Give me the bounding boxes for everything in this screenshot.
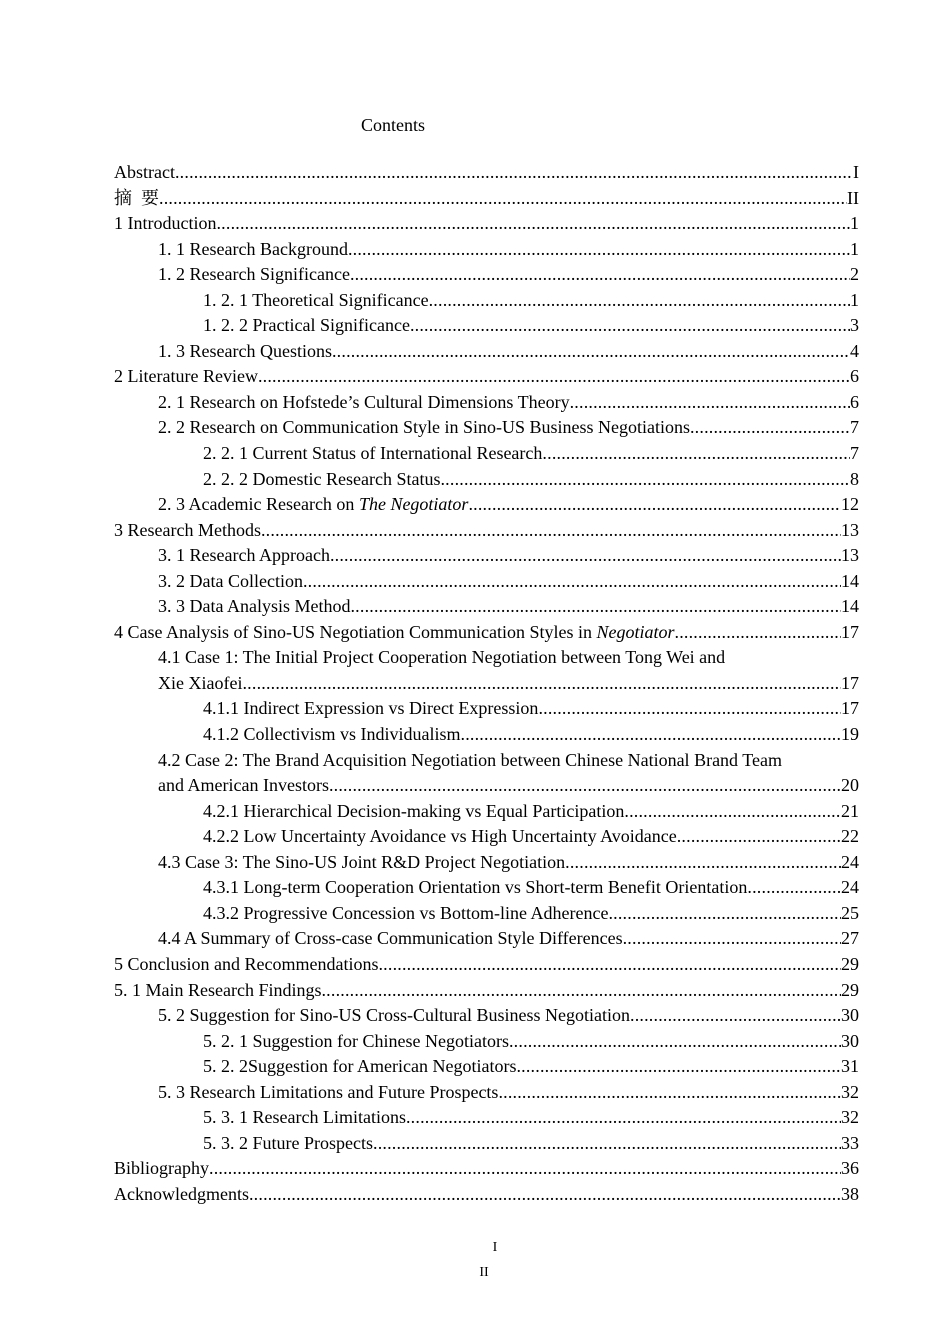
toc-entry[interactable] [114,696,859,722]
dot-leader [350,594,841,620]
toc-entry-title: 2. 2. 1 Current Status of International Research [203,443,543,464]
toc-entry-title: 4 Case Analysis of Sino-US Negotiation Communication Styles in Negotiator [114,621,675,642]
toc-entry-page: 1 [850,238,859,259]
toc-entry-title: 1 Introduction [114,213,217,234]
dot-leader [690,415,850,441]
toc-entry[interactable] [114,875,859,901]
toc-entry-title: 3. 3 Data Analysis Method [158,596,351,617]
toc-entry[interactable] [114,364,859,390]
dot-leader [348,237,850,263]
toc-entry-title: 2 Literature Review [114,366,258,387]
toc-entry[interactable] [114,288,859,314]
toc-entry-title: 4.4 A Summary of Cross-case Communication Style Differences [158,928,623,949]
dot-leader [330,543,841,569]
toc-entry-page: 33 [841,1132,859,1153]
toc-entry[interactable] [114,262,859,288]
dot-leader [429,288,850,314]
dot-leader [516,1054,841,1080]
toc-entry-page: 2 [850,264,859,285]
toc-entry-page: 3 [850,315,859,336]
toc-entry-page: 4 [850,340,859,361]
toc-entry-page: 13 [841,545,859,566]
dot-leader [509,1029,841,1055]
toc-entry[interactable] [114,518,859,544]
toc-entry[interactable] [114,390,859,416]
toc-entry-page: 1 [850,289,859,310]
dot-leader [350,262,850,288]
toc-entry-page: 30 [841,1005,859,1026]
toc-entry-title: 5. 1 Main Research Findings [114,979,322,1000]
toc-entry[interactable] [114,620,859,646]
toc-entry-title: 5. 3. 2 Future Prospects [203,1132,373,1153]
toc-entry-page: 17 [841,698,859,719]
toc-entry-page: 8 [850,468,859,489]
toc-entry-title: 5. 3. 1 Research Limitations [203,1107,406,1128]
toc-entry-title: 1. 2. 1 Theoretical Significance [203,289,429,310]
dot-leader [258,364,850,390]
toc-entry-title: 4.1.1 Indirect Expression vs Direct Expression [203,698,539,719]
toc-entry-title: 3. 1 Research Approach [158,545,330,566]
toc-entry-title: 1. 1 Research Background [158,238,348,259]
toc-entry[interactable] [114,901,859,927]
toc-entry-page: 30 [841,1030,859,1051]
toc-entry[interactable] [114,773,859,799]
toc-entry[interactable] [114,594,859,620]
toc-entry[interactable] [114,339,859,365]
toc-entry[interactable] [114,952,859,978]
toc-entry-title: Bibliography [114,1158,209,1179]
dot-leader [373,1131,841,1157]
toc-entry[interactable] [114,569,859,595]
toc-entry-title: 5 Conclusion and Recommendations [114,953,379,974]
toc-entry-title: 4.3.1 Long-term Cooperation Orientation vs Short-term Benefit Orientation [203,877,748,898]
toc-entry-title: 5. 2. 2Suggestion for American Negotiators [203,1056,517,1077]
toc-entry-title: 2. 2. 2 Domestic Research Status [203,468,441,489]
toc-entry-title: 4.3 Case 3: The Sino-US Joint R&D Project Negotiation [158,851,566,872]
dot-leader [216,211,850,237]
dot-leader [249,1182,841,1208]
toc-entry-page: 1 [850,213,859,234]
toc-entry-title-line[interactable]: 4.2 Case 2: The Brand Acquisition Negotiation between Chinese National Brand Team [158,749,782,770]
toc-entry-page: 17 [841,672,859,693]
toc-entry-title: Xie Xiaofei [158,672,243,693]
dot-leader [209,1156,841,1182]
toc-entry[interactable] [114,1105,859,1131]
toc-entry[interactable] [114,824,859,850]
dot-leader [675,620,842,646]
toc-entry-title: 5. 3 Research Limitations and Future Prospects [158,1081,499,1102]
toc-entry-title-line[interactable]: 4.1 Case 1: The Initial Project Cooperation Negotiation between Tong Wei and [158,647,726,668]
toc-entry[interactable] [114,211,859,237]
toc-entry[interactable] [114,1156,859,1182]
toc-entry-page: II [847,187,859,208]
toc-entry-page: 19 [841,724,859,745]
toc-entry-italic-title: Negotiator [596,621,675,642]
toc-entry-title: 摘 要 [114,187,159,208]
dot-leader [677,824,841,850]
dot-leader [329,773,841,799]
toc-entry-page: 7 [850,417,859,438]
table-of-contents [114,160,859,1207]
toc-entry-title: 2. 2 Research on Communication Style in Sino-US Business Negotiations [158,417,690,438]
dot-leader [321,978,841,1004]
toc-entry-title: 5. 2. 1 Suggestion for Chinese Negotiators [203,1030,509,1051]
toc-entry[interactable] [114,671,859,697]
toc-entry-page: 27 [841,928,859,949]
toc-entry[interactable] [114,313,859,339]
dot-leader [608,901,841,927]
dot-leader [565,850,841,876]
toc-entry[interactable] [114,237,859,263]
toc-entry-page: 21 [841,800,859,821]
toc-entry-page: 6 [850,366,859,387]
toc-entry-page: 20 [841,775,859,796]
toc-entry[interactable] [114,441,859,467]
dot-leader [630,1003,841,1029]
dot-leader [242,671,841,697]
toc-entry-title: 4.1.2 Collectivism vs Individualism [203,724,461,745]
toc-entry-page: 25 [841,902,859,923]
toc-entry-title: 4.2.1 Hierarchical Decision-making vs Equal Participation [203,800,625,821]
page-number: I [492,1240,498,1255]
toc-entry-title: 1. 2 Research Significance [158,264,350,285]
dot-leader [570,390,850,416]
page-number-secondary: II [479,1265,489,1280]
toc-entry-title: 3. 2 Data Collection [158,570,303,591]
toc-entry[interactable] [114,467,859,493]
dot-leader [406,1105,841,1131]
toc-entry-page: 17 [841,621,859,642]
toc-entry-title: Acknowledgments [114,1183,249,1204]
dot-leader [461,722,842,748]
toc-entry-page: 7 [850,443,859,464]
dot-leader [303,569,841,595]
toc-entry[interactable] [114,799,859,825]
toc-entry-page: 14 [841,570,859,591]
toc-entry-page: 12 [841,494,859,515]
toc-entry-title: 3 Research Methods [114,519,261,540]
dot-leader [410,313,850,339]
toc-entry[interactable] [114,1003,859,1029]
toc-entry-title: 2. 1 Research on Hofstede’s Cultural Dimensions Theory [158,391,570,412]
toc-entry-page: 24 [841,851,859,872]
toc-entry-page: 32 [841,1107,859,1128]
toc-entry-page: 36 [841,1158,859,1179]
toc-entry[interactable] [114,1080,859,1106]
toc-entry-page: 6 [850,391,859,412]
toc-entry[interactable] [114,492,859,518]
toc-entry[interactable] [114,1029,859,1055]
toc-entry[interactable] [114,1131,859,1157]
toc-entry[interactable] [114,722,859,748]
toc-entry-title: 1. 3 Research Questions [158,340,332,361]
dot-leader [159,186,847,212]
toc-entry-title: 4.3.2 Progressive Concession vs Bottom-line Adherence [203,902,609,923]
dot-leader [261,518,841,544]
toc-entry[interactable] [114,186,859,212]
toc-entry-title: 1. 2. 2 Practical Significance [203,315,410,336]
toc-entry[interactable] [114,415,859,441]
toc-entry-title: Abstract [114,162,175,182]
dot-leader [624,799,841,825]
dot-leader [623,926,841,952]
dot-leader [538,696,841,722]
dot-leader [747,875,841,901]
toc-entry-title: and American Investors [158,775,329,796]
toc-entry-title: 2. 3 Academic Research on The Negotiator [158,494,469,515]
toc-entry-page: 38 [841,1183,859,1204]
toc-entry-title: 4.2.2 Low Uncertainty Avoidance vs High Uncertainty Avoidance [203,826,677,847]
toc-entry[interactable] [114,543,859,569]
toc-entry[interactable] [114,978,859,1004]
toc-entry-page: 29 [841,979,859,1000]
toc-entry-page: 13 [841,519,859,540]
page-title: Contents [360,115,425,135]
toc-entry[interactable] [114,1182,859,1208]
toc-entry[interactable] [114,1054,859,1080]
toc-entry-italic-title: The Negotiator [358,494,469,515]
toc-entry-page: 24 [841,877,859,898]
dot-leader [440,467,850,493]
toc-entry-title: 5. 2 Suggestion for Sino-US Cross-Cultural Business Negotiation [158,1005,630,1026]
dot-leader [542,441,850,467]
dot-leader [378,952,841,978]
dot-leader [468,492,841,518]
toc-entry[interactable] [114,850,859,876]
toc-entry-page: 22 [841,826,859,847]
dot-leader [498,1080,841,1106]
dot-leader [332,339,850,365]
toc-entry-page: 32 [841,1081,859,1102]
toc-entry[interactable] [114,926,859,952]
dot-leader [175,160,853,186]
toc-entry-page: 29 [841,953,859,974]
toc-entry-page: I [853,162,859,182]
toc-entry-page: 14 [841,596,859,617]
toc-entry-page: 31 [841,1056,859,1077]
toc-entry[interactable] [114,160,859,186]
